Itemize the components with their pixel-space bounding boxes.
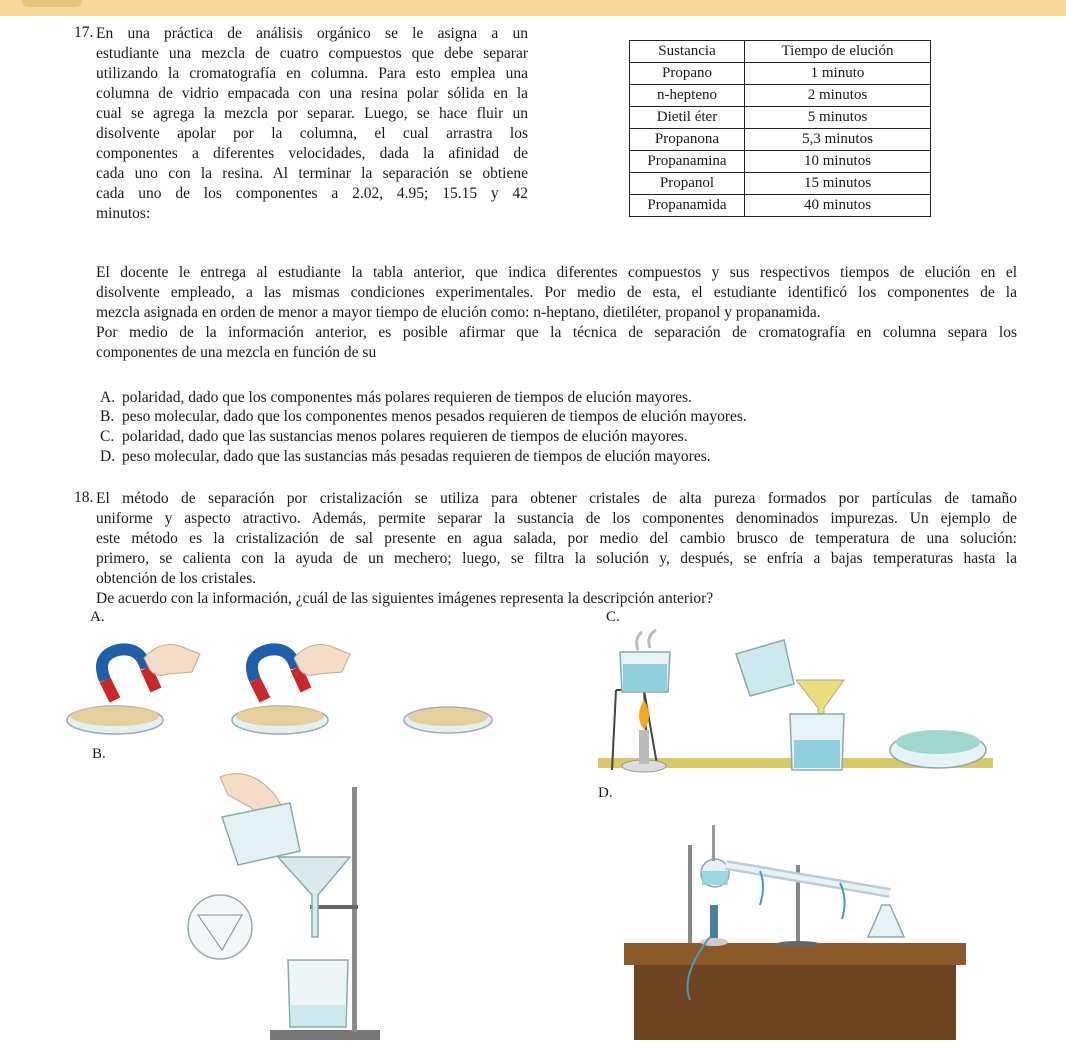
distilling-flask-icon — [701, 825, 729, 887]
burner-icon — [700, 905, 728, 946]
body-line: Por medio de la información anterior, es posible afirmar que la técnica de separación de cromatografía en columna separa los — [96, 324, 1017, 341]
body-line: uniforme y aspecto atractivo. Además, permite separar la sustancia de los componentes denominados impurezas. Un ejemplo de — [96, 510, 1017, 527]
option-letter: A. — [100, 389, 116, 406]
receiving-flask-icon — [868, 905, 904, 937]
table-row — [630, 85, 931, 107]
table-cell: 5 minutos — [745, 107, 931, 129]
body-line: mezcla asignada en orden de menor a mayor tiempo de elución como: n-heptano, dietiléter, propanol y propanamida. — [96, 304, 821, 321]
body-line: El docente le entrega al estudiante la tabla anterior, que indica diferentes compuestos y sus respectivos tiempos de elución en el — [96, 264, 1017, 281]
intro-line: cual se agrega la mezcla por separar. Luego, se hace fluir un — [96, 105, 528, 122]
table-row — [630, 173, 931, 195]
table-row — [630, 151, 931, 173]
answer-option-d[interactable] — [100, 447, 711, 467]
body-line: obtención de los cristales. — [96, 570, 257, 587]
petri-dish-2 — [232, 706, 328, 734]
table-cell: Propanamida — [630, 195, 745, 217]
table-header-cell: Tiempo de elución — [745, 41, 931, 63]
body-line: componentes de una mezcla en función de su — [96, 344, 377, 361]
table-cell: 2 minutos — [745, 85, 931, 107]
crystal-dish-icon — [890, 730, 986, 768]
option-text: peso molecular, dado que las sustancias más pesadas requieren de tiempos de elución mayores. — [122, 448, 711, 465]
header-strip — [0, 0, 1066, 16]
option-text: polaridad, dado que las sustancias menos polares requieren de tiempos de elución mayores. — [122, 428, 688, 445]
answer-option-b[interactable] — [100, 407, 747, 427]
option-text: polaridad, dado que los componentes más polares requieren de tiempos de elución mayores. — [122, 389, 692, 406]
beaker-pouring-icon — [222, 803, 300, 865]
table-row — [630, 195, 931, 217]
intro-line: estudiante una mezcla de cuatro compuestos que debe separar — [96, 45, 528, 62]
option-a-magnet-illustration[interactable] — [60, 628, 500, 748]
table-cell: 15 minutos — [745, 173, 931, 195]
table-cell: Propanol — [630, 173, 745, 195]
table-cell: Propano — [630, 63, 745, 85]
answer-option-c[interactable] — [100, 427, 688, 447]
image-label-b: B. — [92, 746, 106, 762]
option-text: peso molecular, dado que los componentes menos pesados requieren de tiempos de elución mayores. — [122, 408, 747, 425]
hand-icon-2 — [294, 645, 350, 676]
table-cell: 40 minutos — [745, 195, 931, 217]
hand-icon-1 — [144, 645, 200, 676]
petri-dish-3 — [404, 707, 492, 733]
question-17-body — [96, 263, 1017, 363]
table-cell: Propanona — [630, 129, 745, 151]
question-17-number: 17. — [74, 24, 94, 41]
question-18-prompt: De acuerdo con la información, ¿cuál de las siguientes imágenes representa la descripción anterior? — [96, 590, 714, 607]
filter-detail-icon — [188, 895, 252, 959]
image-label-c: C. — [606, 609, 620, 625]
intro-line: componentes a diferentes velocidades, dada la afinidad de — [96, 145, 528, 162]
lab-bench-icon — [624, 943, 966, 1040]
body-line: disolvente empleado, a las mismas condiciones experimentales. Por medio de esta, el estudiante identificó los componentes de la — [96, 284, 1017, 301]
elution-table — [629, 40, 931, 217]
pouring-beaker-icon — [736, 640, 794, 696]
intro-line: cada uno de los componentes a 2.02, 4.95; 15.15 y 42 — [96, 185, 528, 202]
image-label-a: A. — [90, 609, 105, 625]
answer-option-a[interactable] — [100, 388, 692, 408]
funnel-icon — [278, 857, 350, 937]
petri-dish-1 — [67, 706, 163, 734]
intro-line: columna de vidrio empacada con una resina polar sólida en la — [96, 85, 528, 102]
receiving-beaker-icon — [790, 714, 844, 770]
intro-line: minutos: — [96, 205, 151, 222]
image-label-d: D. — [598, 785, 613, 801]
table-cell: Dietil éter — [630, 107, 745, 129]
intro-line: disolvente apolar por la columna, el cual arrastra los — [96, 125, 528, 142]
table-header-row — [630, 41, 931, 63]
intro-line: utilizando la cromatografía en columna. Para esto emplea una — [96, 65, 528, 82]
table-cell: 5,3 minutos — [745, 129, 931, 151]
question-18-number: 18. — [74, 489, 94, 506]
table-row — [630, 129, 931, 151]
option-b-filtration-illustration[interactable] — [180, 765, 390, 1045]
table-cell: 1 minuto — [745, 63, 931, 85]
table-row — [630, 107, 931, 129]
table-cell: Propanamina — [630, 151, 745, 173]
condenser-icon — [726, 865, 890, 893]
collecting-beaker-icon — [288, 960, 348, 1027]
option-letter: B. — [100, 408, 115, 425]
body-line: este método es la cristalización de sal presente en agua salada, por medio del cambio brusco de temperatura de una solución: — [96, 530, 1017, 547]
question-17-intro — [96, 24, 528, 224]
option-letter: C. — [100, 428, 115, 445]
body-line: El método de separación por cristalización se utiliza para obtener cristales de alta pureza formados por partículas de tamaño — [96, 490, 1017, 507]
table-cell: 10 minutos — [745, 151, 931, 173]
body-line: primero, se calienta con la ayuda de un mechero; luego, se filtra la solución y, después, se enfría a bajas temperaturas hasta la — [96, 550, 1017, 567]
intro-line: En una práctica de análisis orgánico se le asigna a un — [96, 25, 528, 42]
option-d-distillation-illustration[interactable] — [620, 825, 970, 1045]
header-tab — [22, 0, 82, 7]
table-row — [630, 63, 931, 85]
table-header-cell: Sustancia — [630, 41, 745, 63]
option-letter: D. — [100, 448, 116, 465]
question-18-body — [96, 489, 1017, 609]
intro-line: cada uno con la resina. Al terminar la separación se obtiene — [96, 165, 528, 182]
option-c-crystallization-illustration[interactable] — [598, 630, 998, 780]
table-cell: n-hepteno — [630, 85, 745, 107]
heated-beaker-icon — [620, 630, 670, 692]
